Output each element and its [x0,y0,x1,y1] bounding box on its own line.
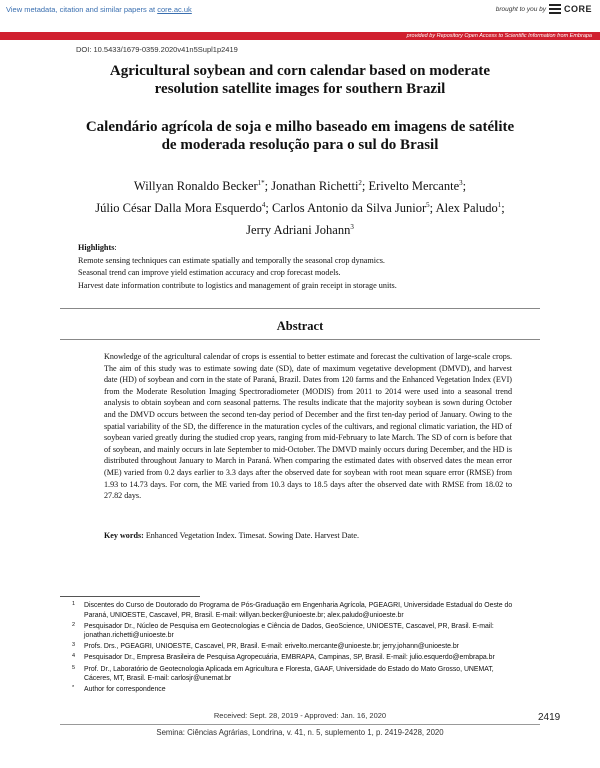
abstract-heading-divider [60,339,540,340]
title-portuguese: Calendário agrícola de soja e milho baseado em imagens de satélite de moderada resolução para o sul do Brasil [85,119,515,153]
footer-divider [60,724,540,725]
core-brought-by[interactable] [496,4,592,14]
highlights: Highlights: Remote sensing techniques can estimate spatially and temporally the seasonal crop dynamics. Seasonal trend can improve yield estimation accuracy and crop forecast models. Harvest date information contribute to logistics and management of grain receipt in storage units. [78,242,530,292]
footnote: 4 Pesquisador Dr., Empresa Brasileira de Pesquisa Agropecuária, EMBRAPA, Campinas, SP, Brasil. E-mail: julio.esquerdo@embrapa.br [72,653,495,662]
abstract-top-divider [60,308,540,309]
footnote: 5 Prof. Dr., Laboratório de Geotecnologia Aplicada em Agricultura e Floresta, GAAF, Universidade do Estado do Mato Grosso, UNEMAT, Cáceres, MT, Brasil. E-mail: carlosjr@unemat.br [72,664,494,683]
footnote: 3 Profs. Drs., PGEAGRI, UNIOESTE, Cascavel, PR, Brasil. E-mail: erivelto.mercante@unioeste.br; jerry.johann@unioeste.br [72,642,459,651]
page-number: 2419 [538,712,561,723]
core-brand: CORE [563,4,592,14]
footnote-divider [60,596,200,597]
author: Carlos Antonio da Silva Junior$^5$; [272,201,436,216]
core-metadata-link[interactable] [6,5,192,14]
brought-by-text: brought to you by [495,5,546,13]
title-english: Agricultural soybean and corn calendar based on moderate resolution satellite images for southern Brazil [109,63,491,97]
footnotes [74,601,522,696]
author: Alex Paludo$^1$; [435,201,505,216]
core-link-domain[interactable]: core.ac.uk [157,5,192,14]
author: Erivelto Mercante$^3$; [368,179,467,194]
author: Jonathan Richetti$^2$; [271,179,369,194]
journal-citation: Semina: Ciências Agrárias, Londrina, v. 41, n. 5, suplemento 1, p. 2419-2428, 2020 [156,728,444,737]
provided-by-text: provided by Repository Open Access to Scientific Information from Embrapa [406,33,592,39]
core-link-prefix: View metadata, citation and similar papers at [6,5,158,14]
highlight-item: Harvest date information contribute to logistics and management of grain receipt in storage units. [78,280,397,290]
keywords-list: Enhanced Vegetation Index. Timesat. Sowing Date. Harvest Date. [143,531,359,540]
author: Júlio César Dalla Mora Esquerdo$^4$; [95,201,272,216]
highlight-item: Remote sensing techniques can estimate spatially and temporally the seasonal crop dynamics. [78,255,385,265]
author: Jerry Adriani Johann$^3$ [246,223,354,238]
author-list [78,174,522,240]
core-logo-icon [549,4,561,14]
abstract-text: Knowledge of the agricultural calendar of crops is essential to better estimate and forecast the cultivation of large-scale crops. The aim of this study was to estimate sowing date (SD), date of maximum vegetative development (DMVD), and harvest date (HD) of soybean and corn in the state of Paraná, Brazil. Dates from 120 farms and the Enhanced Vegetation Index (EVI) from the Moderate Resolution Imaging Spectroradiometer (MODIS) from 2011 to 2014 were used into a seasonal trend analysis to obtain soybean and corn seasonal patterns. The results indicate that the majority soybean is sown during October and the DMVD occurs between the second ten-day period of December and the first ten-day period of January. Owing to the spatial variability of the SD, the difference in the maturation cycles of the cultivars, and regional climatic variation, the HD of soybean varied greatly during the studied crop years, ranging from mid-February to late March. The SD of corn is before that of soybean, and mainly occurs in late September to mid-October. The DMVD mainly occurs during December, and the HD is distributed throughout January to March in Paraná. When comparing the estimated dates with observed dates the mean error (ME) varied from 0.2 days earlier to 3.3 days after the observed date for soybean with root mean square error (RMSE) from 1.93 to 14.73 days. For corn, the ME varied from 10.3 days to 18.5 days after the observed date with RMSE from 18.02 to 27.82 days. [104,352,512,501]
keywords-label: Key words: [104,531,144,540]
received-approved: Received: Sept. 28, 2019 - Approved: Jan. 16, 2020 [213,711,387,720]
highlights-heading: Highlights [78,243,115,252]
footnote: * Author for correspondence [72,685,166,694]
highlight-item: Seasonal trend can improve yield estimation accuracy and crop forecast models. [78,268,341,277]
doi: DOI: 10.5433/1679-0359.2020v41n5Supl1p2419 [76,45,238,54]
footnote: 2 Pesquisador Dr., Núcleo de Pesquisa em Geotecnologias e Ciência de Dados, GeoScience, UNIOESTE, Cascavel, PR, Brasil. E-mail: jonathan.richetti@unioeste.br [72,621,494,640]
abstract-heading: Abstract [276,319,324,333]
footnote: 1 Discentes do Curso de Doutorado do Programa de Pós-Graduação em Engenharia Agrícola, PGEAGRI, Universidade Estadual do Oeste do Paraná, UNIOESTE, Cascavel, PR, Brasil. E-mail: willyan.becker@unioeste.br; alex.paludo@unioeste.br [72,601,513,619]
provided-by-bar[interactable] [0,32,600,40]
author: Willyan Ronaldo Becker$^{1*}$; [133,179,272,194]
keywords [104,530,512,542]
